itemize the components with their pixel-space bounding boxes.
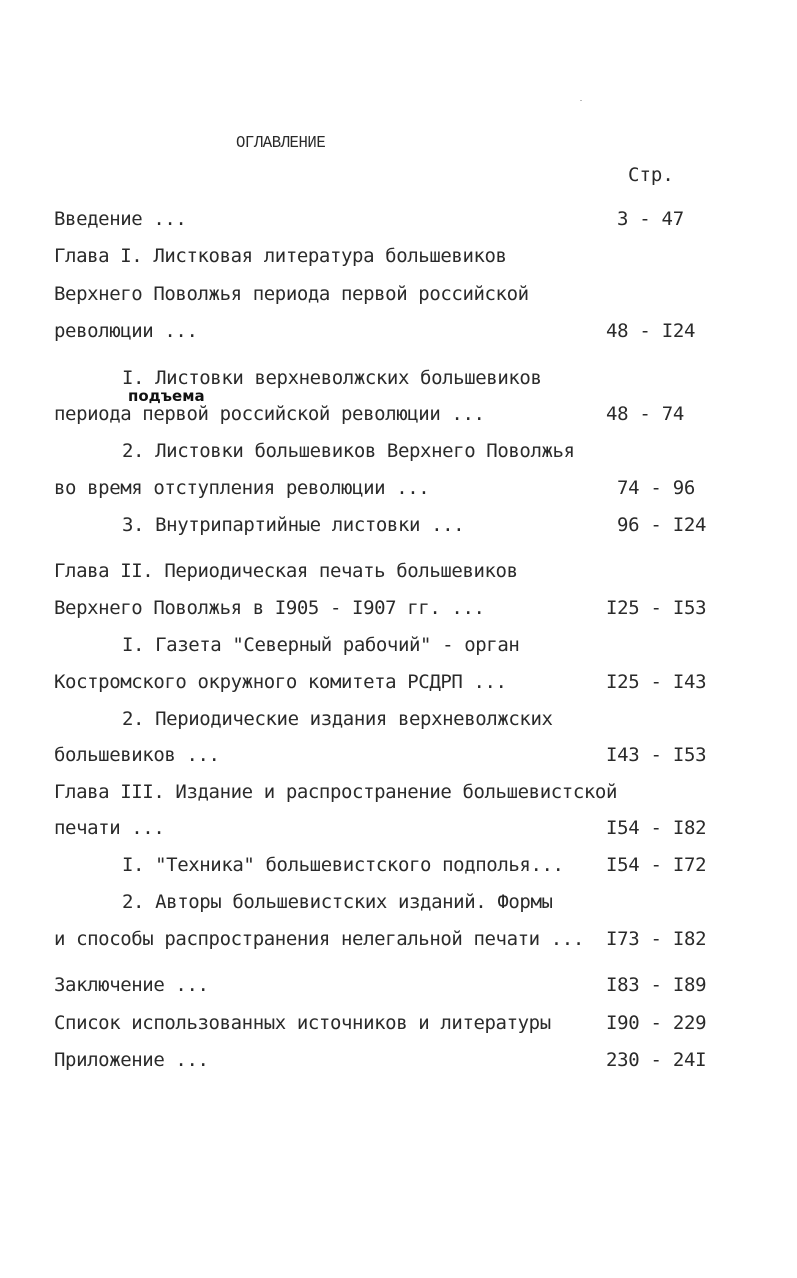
- toc-pages-section-3-1: I54 - I72: [606, 854, 707, 876]
- toc-entry-sources: Список использованных источников и литературы: [54, 1012, 551, 1034]
- toc-pages-section-2-1: I25 - I43: [606, 671, 707, 693]
- toc-chapter-1-line-1: Глава I. Листковая литература большевиков: [54, 245, 507, 267]
- toc-entry-conclusion: Заключение ...: [54, 974, 209, 996]
- toc-pages-chapter-1: 48 - I24: [606, 320, 696, 342]
- toc-section-1-1-line-2: периода первой российской революции ...: [54, 403, 485, 425]
- toc-section-3-1: I. "Техника" большевистского подполья...: [122, 854, 564, 876]
- toc-pages-section-3-2: I73 - I82: [606, 928, 707, 950]
- toc-chapter-1-line-2: Верхнего Поволжья периода первой российской: [54, 283, 529, 305]
- toc-pages-section-1-2: 74 - 96: [617, 477, 695, 499]
- toc-section-1-2-line-2: во время отступления революции ...: [54, 477, 430, 499]
- toc-entry-appendix: Приложение ...: [54, 1049, 209, 1071]
- page-title: ОГЛАВЛЕНИЕ: [236, 134, 326, 153]
- toc-section-1-1-line-1: I. Листовки верхневолжских большевиков: [122, 367, 542, 389]
- toc-pages-appendix: 230 - 24I: [606, 1049, 707, 1071]
- pages-column-header: Стр.: [628, 164, 674, 186]
- toc-pages-conclusion: I83 - I89: [606, 974, 707, 996]
- toc-pages-chapter-2: I25 - I53: [606, 597, 707, 619]
- toc-pages-chapter-3: I54 - I82: [606, 817, 707, 839]
- toc-pages-section-1-1: 48 - 74: [606, 403, 684, 425]
- toc-section-1-3: 3. Внутрипартийные листовки ...: [122, 514, 465, 536]
- toc-pages-introduction: 3 - 47: [617, 208, 684, 230]
- toc-entry-introduction: Введение ...: [54, 208, 187, 230]
- toc-chapter-3-line-2: печати ...: [54, 817, 165, 839]
- toc-section-3-2-line-1: 2. Авторы большевистских изданий. Формы: [122, 891, 553, 913]
- toc-section-2-2-line-2: большевиков ...: [54, 744, 220, 766]
- toc-section-1-2-line-1: 2. Листовки большевиков Верхнего Поволжья: [122, 440, 575, 462]
- toc-section-2-2-line-1: 2. Периодические издания верхневолжских: [122, 708, 553, 730]
- toc-chapter-2-line-2: Верхнего Поволжья в I905 - I907 гг. ...: [54, 597, 485, 619]
- scan-speck: [580, 100, 582, 101]
- toc-pages-section-2-2: I43 - I53: [606, 744, 707, 766]
- toc-chapter-2-line-1: Глава II. Периодическая печать большевиков: [54, 560, 518, 582]
- toc-section-3-2-line-2: и способы распространения нелегальной печати ...: [54, 928, 584, 950]
- toc-chapter-3-line-1: Глава III. Издание и распространение большевистской: [54, 781, 617, 803]
- toc-pages-section-1-3: 96 - I24: [617, 514, 707, 536]
- toc-section-2-1-line-2: Костромского окружного комитета РСДРП ...: [54, 671, 507, 693]
- toc-chapter-1-line-3: революции ...: [54, 320, 198, 342]
- toc-pages-sources: I90 - 229: [606, 1012, 707, 1034]
- handwritten-insert: подъема: [128, 387, 205, 405]
- toc-section-2-1-line-1: I. Газета "Северный рабочий" - орган: [122, 634, 520, 656]
